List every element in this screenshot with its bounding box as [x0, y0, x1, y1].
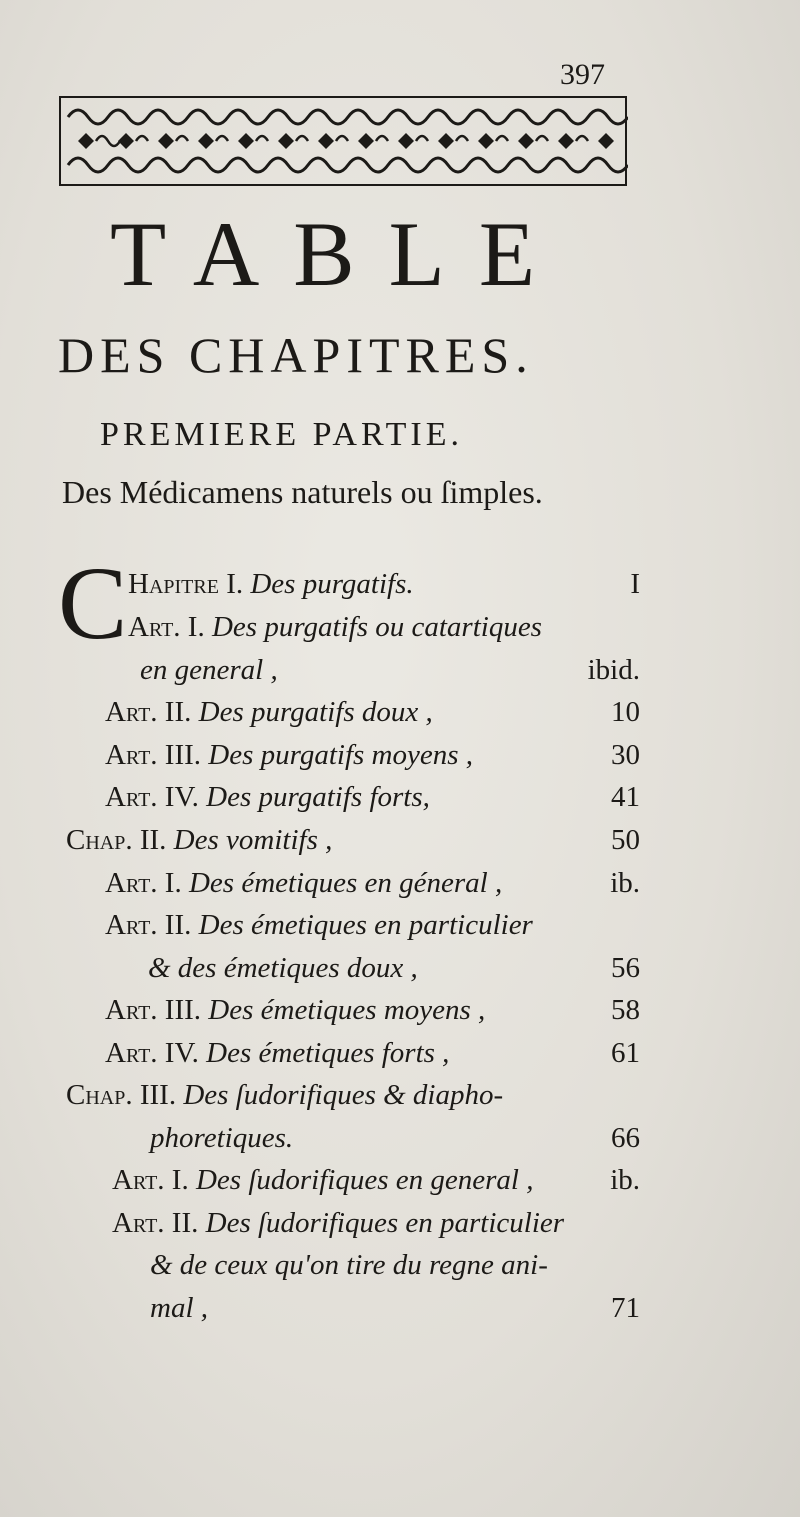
toc-entry-text	[105, 733, 473, 777]
toc-entry-text	[105, 690, 433, 734]
toc-entry-text	[105, 988, 485, 1032]
toc-entry-label: Chap. II.	[66, 824, 167, 856]
toc-entry	[0, 605, 800, 649]
toc-entry	[0, 562, 800, 606]
toc-entry	[0, 733, 800, 777]
toc-entry-page: 66	[611, 1122, 640, 1154]
toc-entry-label: Art. II.	[105, 909, 192, 941]
toc-entry	[0, 903, 800, 947]
toc-entry-title: Des vomitifs ,	[173, 824, 333, 856]
toc-entry-text	[150, 1243, 548, 1287]
part-subtitle: Des Médicamens naturels ou ſimples.	[62, 474, 543, 510]
toc-entry-text	[105, 1031, 449, 1075]
toc-entry-page: 61	[611, 1037, 640, 1069]
toc-entry-text	[112, 1158, 533, 1202]
toc-entry-text	[66, 1073, 503, 1117]
toc-entry-page: ibid.	[587, 654, 640, 686]
toc-entry-text	[148, 946, 418, 990]
toc-entry-label: Hapitre I.	[128, 568, 244, 600]
toc-entry-page: ib.	[610, 1164, 640, 1196]
toc-entry	[0, 1201, 800, 1245]
toc-entry-label: Art. II.	[112, 1207, 199, 1239]
toc-entry-label: Art. I.	[128, 611, 205, 643]
toc-entry-page: I	[630, 568, 640, 600]
toc-entry-title: phoretiques.	[150, 1122, 294, 1154]
toc-entry-label: Art. II.	[105, 696, 192, 728]
toc-entry-title: Des émetiques en géneral ,	[188, 867, 503, 899]
toc-entry-page: 10	[611, 696, 640, 728]
toc-entry-label: Art. IV.	[105, 1037, 199, 1069]
toc-entry-page: ib.	[610, 867, 640, 899]
toc-entry-label: Art. III.	[105, 739, 202, 771]
toc-entry-text	[105, 861, 502, 905]
toc-entry-title: Des purgatifs forts,	[206, 781, 430, 813]
toc-entry-title: Des émetiques moyens ,	[208, 994, 486, 1026]
toc-entry-page: 56	[611, 952, 640, 984]
toc-entry	[0, 1243, 800, 1287]
toc-entry-page: 58	[611, 994, 640, 1026]
toc-entry-text	[105, 903, 533, 947]
toc-entry	[0, 861, 800, 905]
toc-entry-page: 71	[611, 1292, 640, 1324]
toc-entry-text	[140, 648, 278, 692]
toc-entry	[0, 1158, 800, 1202]
page-number: 397	[560, 58, 605, 91]
toc-entry	[0, 1073, 800, 1117]
toc-entry-title: Des purgatifs.	[250, 568, 414, 600]
toc-entry-page: 41	[611, 781, 640, 813]
decorative-border-ornament	[58, 95, 628, 187]
toc-entry-text	[128, 605, 542, 649]
drop-cap-letter: C	[58, 546, 128, 661]
toc-entry	[0, 648, 800, 692]
toc-entry-title: Des ſudorifiques en general ,	[195, 1164, 534, 1196]
toc-entry-text	[105, 775, 430, 819]
toc-entry	[0, 988, 800, 1032]
toc-entry-title: Des ſudorifiques en particulier	[205, 1207, 565, 1239]
toc-entry-title: Des purgatifs ou catartiques	[211, 611, 542, 643]
toc-entry	[0, 818, 800, 862]
toc-entry-title: en general ,	[140, 654, 278, 686]
toc-entry-text	[150, 1116, 293, 1160]
toc-entry-label: Art. I.	[112, 1164, 189, 1196]
toc-entry-text	[66, 818, 332, 862]
toc-entry	[0, 1286, 800, 1330]
toc-entry-text	[128, 562, 414, 606]
toc-entry-title: Des émetiques forts ,	[206, 1037, 450, 1069]
toc-entry-title: & des émetiques doux ,	[148, 952, 418, 984]
toc-entry-label: Chap. III.	[66, 1079, 177, 1111]
toc-entry-title: Des purgatifs doux ,	[198, 696, 433, 728]
toc-entry-title: Des émetiques en particulier	[198, 909, 533, 941]
toc-entry-text	[112, 1201, 564, 1245]
part-title: PREMIERE PARTIE.	[100, 416, 463, 453]
toc-entry	[0, 1116, 800, 1160]
toc-entry	[0, 775, 800, 819]
toc-entry-title: Des ſudorifiques & diapho-	[183, 1079, 504, 1111]
toc-entry-label: Art. III.	[105, 994, 202, 1026]
heading-subtitle: DES CHAPITRES.	[58, 327, 534, 383]
toc-entry-page: 50	[611, 824, 640, 856]
toc-entry	[0, 946, 800, 990]
toc-entry-title: mal ,	[150, 1292, 208, 1324]
toc-entry-title: Des purgatifs moyens ,	[208, 739, 474, 771]
toc-entry-text	[150, 1286, 208, 1330]
toc-entry-label: Art. IV.	[105, 781, 199, 813]
heading-title: TABLE	[110, 203, 570, 305]
toc-entry	[0, 1031, 800, 1075]
toc-entry-label: Art. I.	[105, 867, 182, 899]
toc-entry-title: & de ceux qu'on tire du regne ani-	[150, 1249, 548, 1281]
toc-entry-page: 30	[611, 739, 640, 771]
toc-entry	[0, 690, 800, 734]
